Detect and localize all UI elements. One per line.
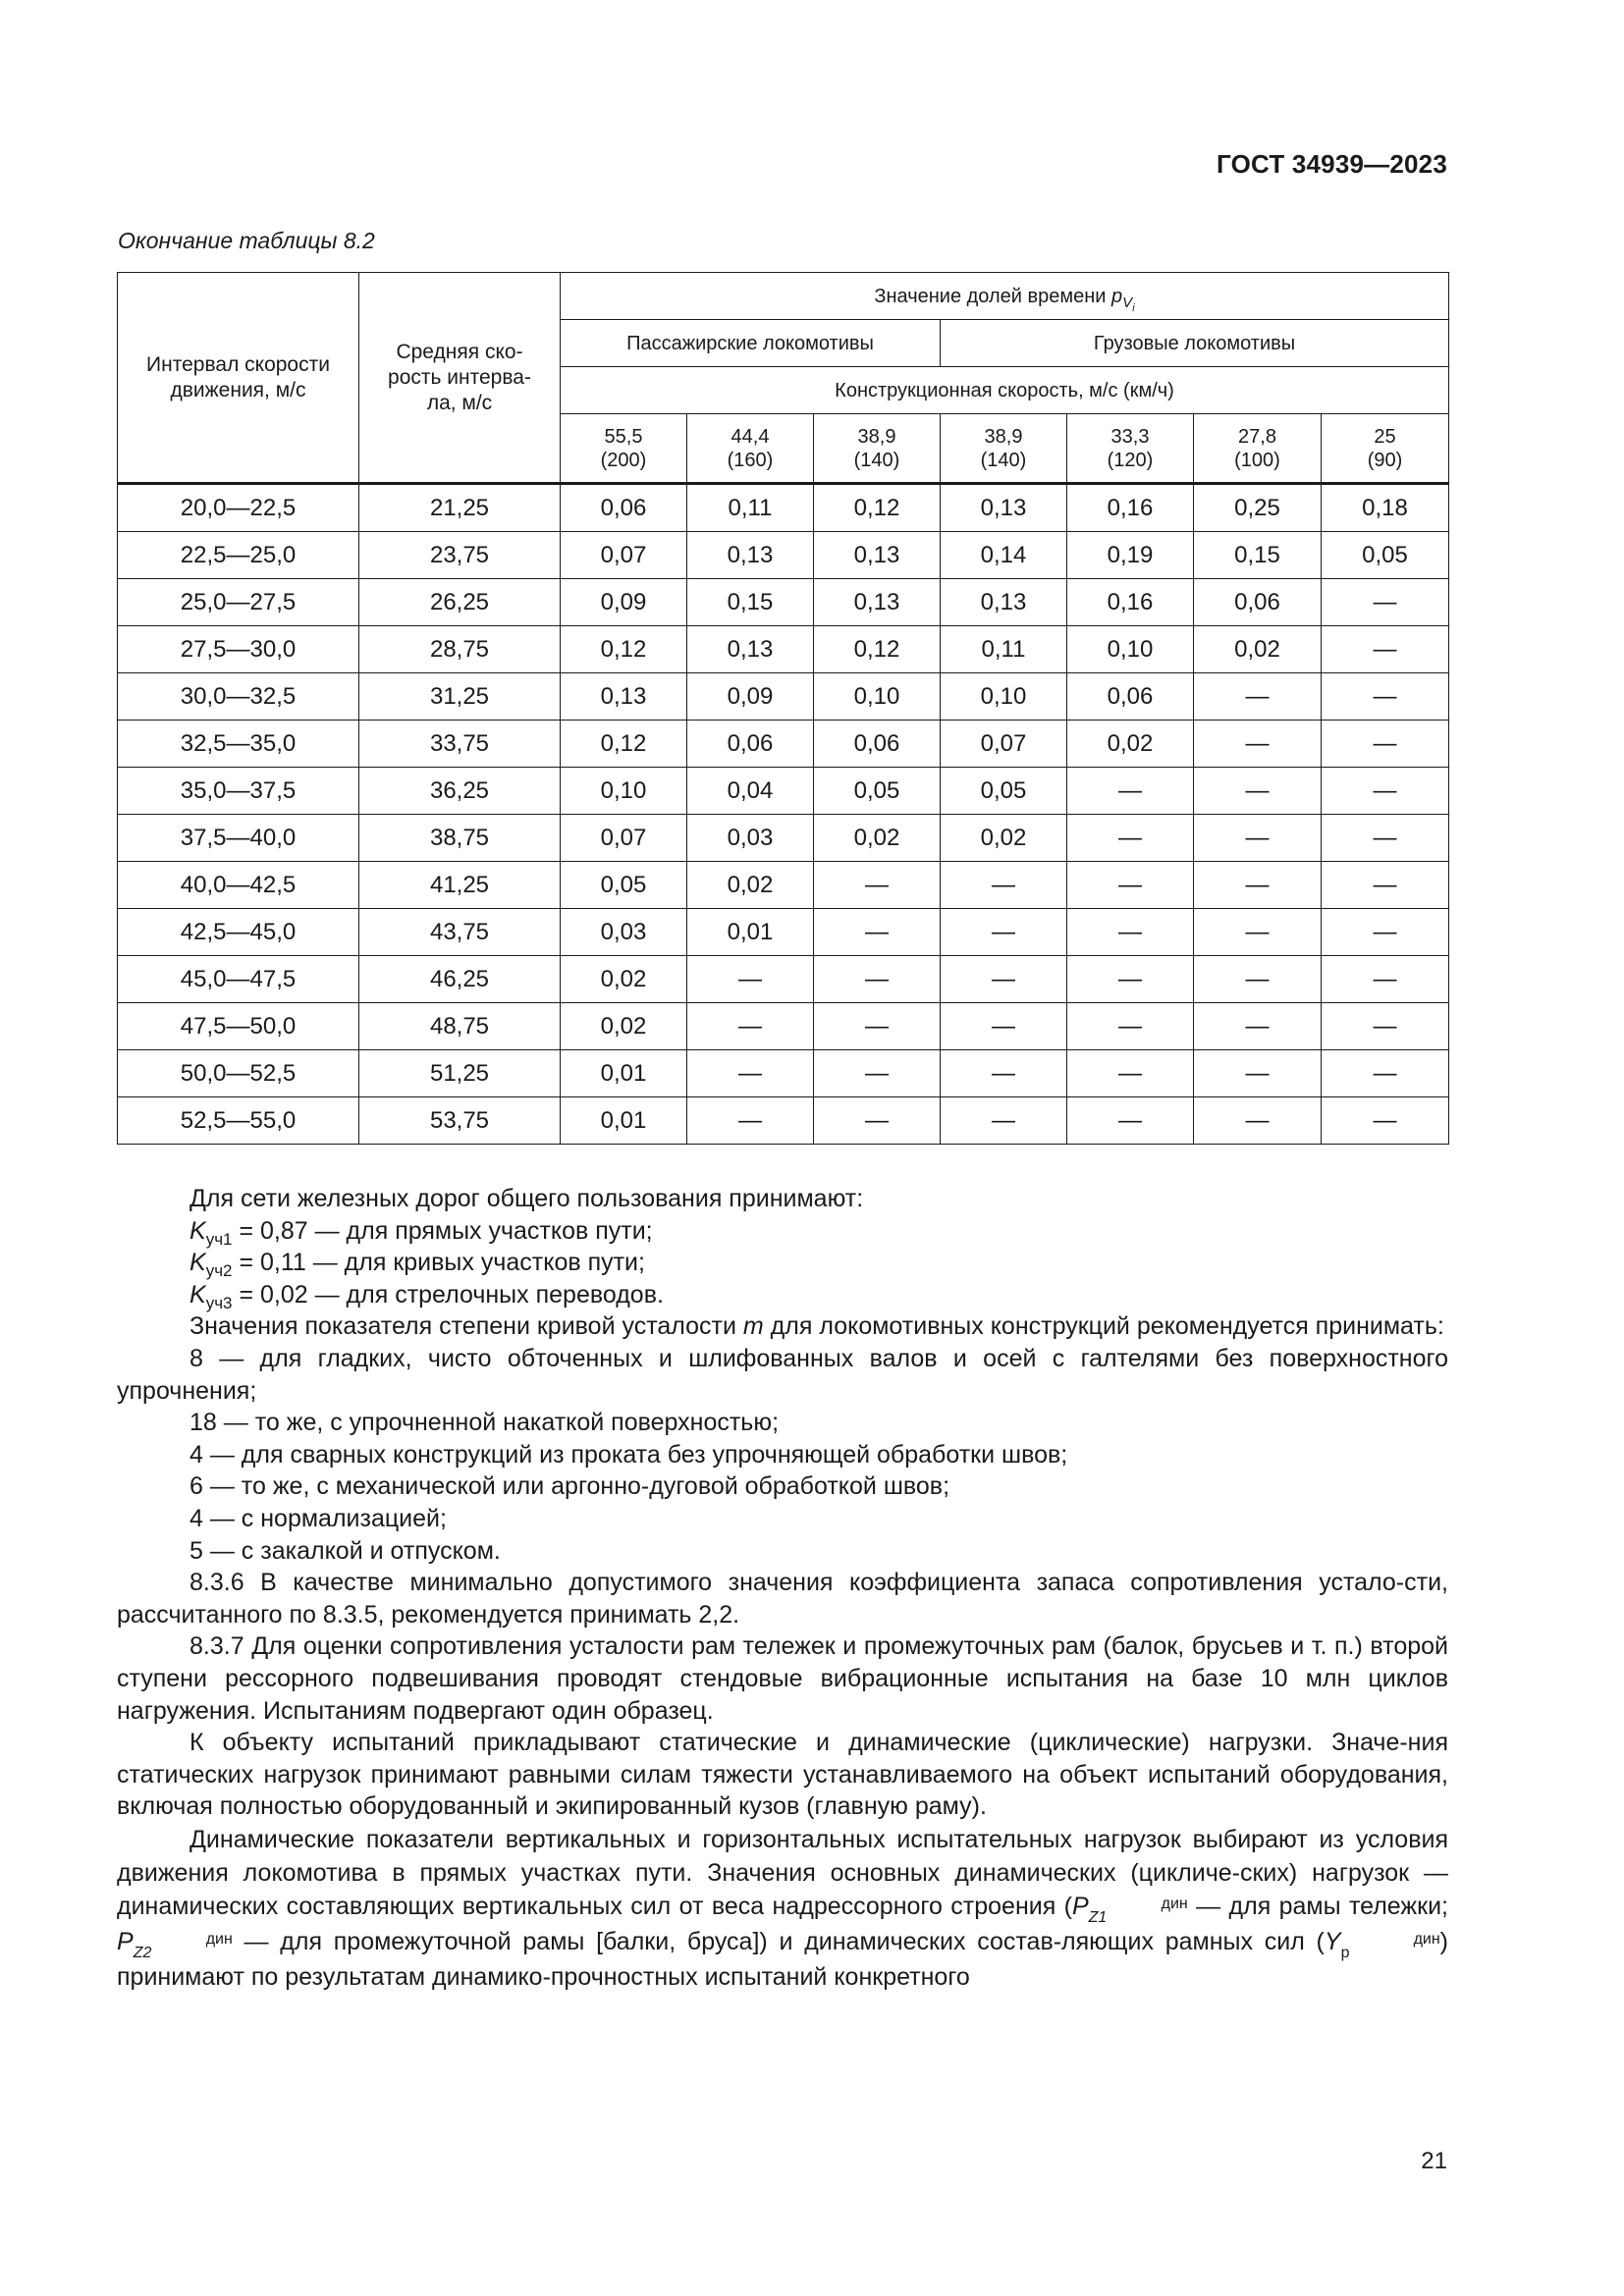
cell-value: — xyxy=(941,1097,1067,1145)
paragraph-dynamic-loads: Динамические показатели вертикальных и горизонтальных испытательных нагрузок выбирают из условия движения локомотива в прямых участках пути. Значения основных динамических (цикличе-ских) нагрузок — динамических составляющих вертикальных сил от веса надрессорного строения (P дин Z1 — для рамы тележки; P дин Z2 — для промежуточной рамы [балки, бруса]) и динамических состав-ляющих рамных сил (Y дин р ) принимают по результатам динамико-прочностных испытаний конкретного xyxy=(117,1825,1448,1991)
cell-value: 0,06 xyxy=(814,721,941,768)
cell-value: 0,12 xyxy=(814,484,941,532)
table-row xyxy=(118,768,1449,815)
cell-value: 0,16 xyxy=(1067,484,1194,532)
cell-value: 0,06 xyxy=(1067,673,1194,721)
cell-value: — xyxy=(1322,1050,1449,1097)
cell-interval: 42,5—45,0 xyxy=(118,909,359,956)
cell-value: — xyxy=(814,909,941,956)
cell-avg-speed: 33,75 xyxy=(359,721,561,768)
cell-interval: 45,0—47,5 xyxy=(118,956,359,1003)
paragraph-intro: Для сети железных дорог общего пользования принимают: xyxy=(189,1185,864,1212)
cell-interval: 27,5—30,0 xyxy=(118,626,359,673)
cell-value: 0,02 xyxy=(814,815,941,862)
cell-value: — xyxy=(1194,721,1322,768)
cell-value: 0,13 xyxy=(687,626,814,673)
cell-interval: 22,5—25,0 xyxy=(118,532,359,579)
cell-value: — xyxy=(941,862,1067,909)
coefficient-k3: $K_{уч3} = 0,02$ — для стрелочных переводов. xyxy=(189,1280,664,1312)
cell-value: — xyxy=(687,1003,814,1050)
cell-avg-speed: 26,25 xyxy=(359,579,561,626)
table-row xyxy=(118,956,1449,1003)
cell-value: 0,10 xyxy=(1067,626,1194,673)
cell-value: 0,01 xyxy=(561,1097,687,1145)
cell-value: — xyxy=(814,956,941,1003)
cell-value: — xyxy=(1322,1097,1449,1145)
cell-value: — xyxy=(941,1003,1067,1050)
cell-value: 0,11 xyxy=(687,484,814,532)
cell-value: 0,15 xyxy=(1194,532,1322,579)
cell-interval: 47,5—50,0 xyxy=(118,1003,359,1050)
table-row xyxy=(118,626,1449,673)
cell-value: 0,13 xyxy=(814,579,941,626)
cell-value: 0,04 xyxy=(687,768,814,815)
table-row xyxy=(118,815,1449,862)
cell-value: 0,06 xyxy=(561,484,687,532)
cell-value: 0,02 xyxy=(941,815,1067,862)
cell-value: — xyxy=(814,1050,941,1097)
paragraph-test-object: К объекту испытаний прикладывают статические и динамические (циклические) нагрузки. Значе-ния статических нагрузок принимают равными силам тяжести устанавливаемого на объект испытаний оборудования, включая полностью оборудованный и экипированный кузов (главную раму). xyxy=(117,1729,1448,1821)
cell-value: — xyxy=(1067,815,1194,862)
cell-value: 0,10 xyxy=(561,768,687,815)
cell-value: 0,12 xyxy=(561,721,687,768)
cell-value: — xyxy=(1194,1003,1322,1050)
cell-value: 0,25 xyxy=(1194,484,1322,532)
header-time-share-symbol: $p_{V_i}$ xyxy=(1111,285,1135,314)
cell-value: 0,05 xyxy=(814,768,941,815)
cell-value: — xyxy=(941,956,1067,1003)
cell-avg-speed: 31,25 xyxy=(359,673,561,721)
cell-value: 0,10 xyxy=(814,673,941,721)
paragraph-8-3-6: 8.3.6 В качестве минимально допустимого значения коэффициента запаса сопротивления устало-сти, рассчитанного по 8.3.5, рекомендуется принимать 2,2. xyxy=(117,1569,1448,1629)
page-number: 21 xyxy=(1421,2148,1447,2174)
list-item: 18 — то же, с упрочненной накаткой поверхностью; xyxy=(189,1409,780,1437)
header-freight: Грузовые локомотивы xyxy=(941,320,1449,367)
cell-value: 0,06 xyxy=(1194,579,1322,626)
cell-interval: 20,0—22,5 xyxy=(118,484,359,532)
header-speed-cell: 38,9 (140) xyxy=(941,414,1067,484)
cell-value: 0,12 xyxy=(561,626,687,673)
cell-value: 0,13 xyxy=(561,673,687,721)
cell-value: — xyxy=(1194,673,1322,721)
cell-interval: 52,5—55,0 xyxy=(118,1097,359,1145)
cell-value: — xyxy=(1322,1003,1449,1050)
cell-value: 0,13 xyxy=(941,579,1067,626)
cell-value: — xyxy=(1194,1050,1322,1097)
cell-avg-speed: 21,25 xyxy=(359,484,561,532)
table-row xyxy=(118,1097,1449,1145)
cell-value: — xyxy=(1322,768,1449,815)
cell-value: — xyxy=(1322,909,1449,956)
cell-interval: 30,0—32,5 xyxy=(118,673,359,721)
cell-avg-speed: 46,25 xyxy=(359,956,561,1003)
cell-value: — xyxy=(1067,956,1194,1003)
list-item: 6 — то же, с механической или аргонно-дуговой обработкой швов; xyxy=(189,1472,950,1501)
cell-value: — xyxy=(1067,1003,1194,1050)
cell-value: — xyxy=(1067,1097,1194,1145)
cell-value: — xyxy=(1322,721,1449,768)
cell-value: 0,09 xyxy=(561,579,687,626)
cell-value: 0,10 xyxy=(941,673,1067,721)
table-row xyxy=(118,532,1449,579)
cell-value: 0,02 xyxy=(687,862,814,909)
paragraph-8-3-7: 8.3.7 Для оценки сопротивления усталости рам тележек и промежуточных рам (балок, брусьев и т. п.) второй ступени рессорного подвешивания проводят стендовые вибрационные испытания на базе 10 млн циклов нагружения. Испытаниям подвергают один образец. xyxy=(117,1632,1448,1725)
cell-value: 0,01 xyxy=(687,909,814,956)
cell-avg-speed: 23,75 xyxy=(359,532,561,579)
cell-value: — xyxy=(1322,956,1449,1003)
table-row xyxy=(118,1003,1449,1050)
header-speed-cell: 44,4 (160) xyxy=(687,414,814,484)
cell-value: — xyxy=(1322,579,1449,626)
cell-value: 0,02 xyxy=(561,1003,687,1050)
table-row xyxy=(118,673,1449,721)
cell-value: 0,12 xyxy=(814,626,941,673)
coefficient-k2: $K_{уч2} = 0,11$ — для кривых участков пути; xyxy=(189,1249,645,1281)
cell-avg-speed: 28,75 xyxy=(359,626,561,673)
paragraph-m-exponent: Значения показателя степени кривой усталости m для локомотивных конструкций рекомендуется принимать: xyxy=(189,1312,1444,1341)
cell-avg-speed: 53,75 xyxy=(359,1097,561,1145)
table-body xyxy=(118,484,1449,1145)
cell-value: — xyxy=(814,862,941,909)
cell-value: 0,05 xyxy=(1322,532,1449,579)
cell-value: — xyxy=(1194,909,1322,956)
speed-time-share-table xyxy=(117,272,1449,1145)
body-text xyxy=(117,1183,1448,1994)
cell-value: 0,05 xyxy=(561,862,687,909)
list-item: 4 — с нормализацией; xyxy=(189,1504,447,1532)
header-time-share-text: Значение долей времени xyxy=(874,285,1107,307)
cell-interval: 37,5—40,0 xyxy=(118,815,359,862)
header-design-speed: Конструкционная скорость, м/с (км/ч) xyxy=(561,367,1449,414)
cell-value: — xyxy=(1067,909,1194,956)
cell-interval: 35,0—37,5 xyxy=(118,768,359,815)
cell-value: 0,02 xyxy=(561,956,687,1003)
table-row xyxy=(118,579,1449,626)
table-row xyxy=(118,909,1449,956)
cell-value: 0,11 xyxy=(941,626,1067,673)
table-row xyxy=(118,1050,1449,1097)
cell-value: 0,01 xyxy=(561,1050,687,1097)
table-row xyxy=(118,721,1449,768)
cell-value: — xyxy=(1194,1097,1322,1145)
cell-value: — xyxy=(687,1097,814,1145)
cell-value: — xyxy=(1194,956,1322,1003)
header-speed-cell: 38,9 (140) xyxy=(814,414,941,484)
header-interval: Интервал скорости движения, м/с xyxy=(118,273,359,484)
cell-value: — xyxy=(1067,862,1194,909)
cell-interval: 40,0—42,5 xyxy=(118,862,359,909)
cell-value: — xyxy=(1322,862,1449,909)
header-speed-cell: 25 (90) xyxy=(1322,414,1449,484)
cell-value: 0,07 xyxy=(561,815,687,862)
cell-value: 0,06 xyxy=(687,721,814,768)
cell-avg-speed: 36,25 xyxy=(359,768,561,815)
cell-value: 0,02 xyxy=(1194,626,1322,673)
cell-value: — xyxy=(941,1050,1067,1097)
cell-value: 0,13 xyxy=(687,532,814,579)
cell-value: 0,09 xyxy=(687,673,814,721)
cell-value: 0,13 xyxy=(941,484,1067,532)
cell-value: 0,02 xyxy=(1067,721,1194,768)
header-speed-cell: 55,5 (200) xyxy=(561,414,687,484)
cell-value: — xyxy=(1322,626,1449,673)
cell-interval: 50,0—52,5 xyxy=(118,1050,359,1097)
table-row xyxy=(118,484,1449,532)
cell-value: 0,07 xyxy=(941,721,1067,768)
cell-value: — xyxy=(687,956,814,1003)
list-item: 4 — для сварных конструкций из проката без упрочняющей обработки швов; xyxy=(189,1440,1068,1468)
cell-value: — xyxy=(1067,768,1194,815)
cell-avg-speed: 38,75 xyxy=(359,815,561,862)
cell-avg-speed: 48,75 xyxy=(359,1003,561,1050)
cell-interval: 25,0—27,5 xyxy=(118,579,359,626)
cell-value: — xyxy=(814,1097,941,1145)
cell-value: — xyxy=(687,1050,814,1097)
header-speed-cell: 27,8 (100) xyxy=(1194,414,1322,484)
cell-value: 0,19 xyxy=(1067,532,1194,579)
cell-value: — xyxy=(1194,815,1322,862)
cell-value: — xyxy=(941,909,1067,956)
cell-value: — xyxy=(1322,815,1449,862)
header-avg-speed: Средняя ско-рость интерва-ла, м/с xyxy=(359,273,561,484)
cell-interval: 32,5—35,0 xyxy=(118,721,359,768)
cell-value: — xyxy=(1194,768,1322,815)
list-item: 5 — с закалкой и отпуском. xyxy=(189,1536,501,1565)
cell-value: — xyxy=(1194,862,1322,909)
table-caption: Окончание таблицы 8.2 xyxy=(118,228,375,253)
cell-value: 0,07 xyxy=(561,532,687,579)
cell-value: 0,16 xyxy=(1067,579,1194,626)
cell-value: 0,15 xyxy=(687,579,814,626)
table-row xyxy=(118,862,1449,909)
cell-value: 0,05 xyxy=(941,768,1067,815)
header-speed-cell: 33,3 (120) xyxy=(1067,414,1194,484)
cell-avg-speed: 41,25 xyxy=(359,862,561,909)
header-passenger: Пассажирские локомотивы xyxy=(561,320,941,367)
cell-value: 0,03 xyxy=(687,815,814,862)
cell-value: — xyxy=(814,1003,941,1050)
cell-value: — xyxy=(1067,1050,1194,1097)
coefficient-k1: $K_{уч1} = 0,87$ — для прямых участков пути; xyxy=(189,1216,653,1249)
cell-avg-speed: 51,25 xyxy=(359,1050,561,1097)
header-time-share xyxy=(561,273,1449,320)
list-item: 8 — для гладких, чисто обточенных и шлифованных валов и осей с галтелями без поверхностного упрочнения; xyxy=(117,1344,1448,1405)
cell-value: 0,13 xyxy=(814,532,941,579)
cell-avg-speed: 43,75 xyxy=(359,909,561,956)
cell-value: 0,18 xyxy=(1322,484,1449,532)
cell-value: — xyxy=(1322,673,1449,721)
document-code: ГОСТ 34939—2023 xyxy=(1217,149,1447,179)
cell-value: 0,14 xyxy=(941,532,1067,579)
cell-value: 0,03 xyxy=(561,909,687,956)
